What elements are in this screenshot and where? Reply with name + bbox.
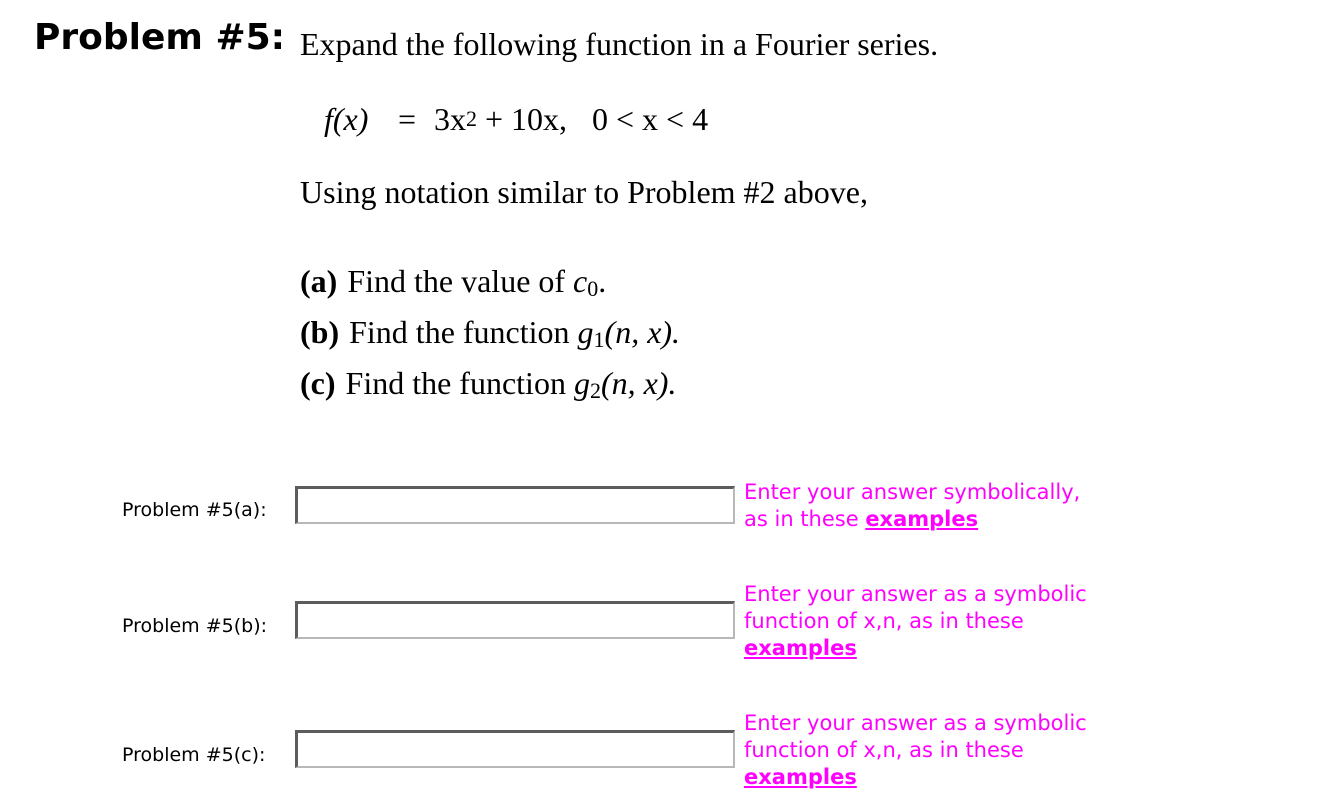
- part-b: [300, 312, 680, 356]
- part-b-text: Find the function: [349, 314, 578, 350]
- answer-c-hint: [744, 710, 1087, 791]
- part-b-symbol: g: [577, 314, 594, 350]
- part-c-tail: (n, x).: [600, 365, 677, 401]
- part-b-tail: (n, x).: [604, 314, 681, 350]
- answer-c-input[interactable]: [295, 730, 735, 768]
- part-a: [300, 261, 606, 305]
- answer-a-hint-line2: [744, 506, 1080, 533]
- part-a-text: Find the value of: [347, 263, 574, 299]
- answer-a-hint: [744, 479, 1080, 533]
- problem-intro-text: Expand the following function in a Fourier series.: [300, 26, 939, 62]
- part-b-tag: (b): [300, 314, 340, 350]
- answer-b-hint-line1: Enter your answer as a symbolic: [744, 582, 1087, 606]
- answer-b-input[interactable]: [295, 601, 735, 639]
- part-a-tail: .: [598, 263, 607, 299]
- equation-domain: 0 < x < 4: [592, 101, 709, 137]
- part-a-tag: (a): [300, 263, 338, 299]
- part-c-tag: (c): [300, 365, 336, 401]
- answer-c-hint-line2: function of x,n, as in these: [744, 738, 1024, 762]
- answer-c-examples-link[interactable]: examples: [744, 765, 857, 789]
- part-c: [300, 363, 676, 407]
- equation-exponent: 2: [466, 106, 477, 131]
- equation-lhs: f(x): [324, 101, 369, 137]
- answer-a-input[interactable]: [295, 486, 735, 524]
- problem-title: Problem #5:: [34, 17, 286, 58]
- part-c-symbol: g: [573, 365, 590, 401]
- answer-a-hint-text: as in these: [744, 507, 866, 531]
- equation-rhs-term: 3x: [434, 101, 466, 137]
- notation-note: Using notation similar to Problem #2 above,: [300, 174, 868, 210]
- part-c-text: Find the function: [345, 365, 574, 401]
- answer-a-examples-link[interactable]: examples: [865, 507, 979, 531]
- part-b-subscript: 1: [593, 327, 605, 352]
- equation-equals: =: [398, 101, 417, 137]
- answer-a-label: Problem #5(a):: [122, 499, 267, 521]
- answer-c-hint-line1: Enter your answer as a symbolic: [744, 711, 1087, 735]
- answer-a-hint-line1: Enter your answer symbolically,: [744, 480, 1081, 504]
- part-a-symbol: c: [573, 263, 588, 299]
- answer-b-hint: [744, 581, 1087, 662]
- answer-b-hint-line2: function of x,n, as in these: [744, 609, 1024, 633]
- answer-c-label: Problem #5(c):: [122, 744, 266, 766]
- part-c-subscript: 2: [589, 378, 601, 403]
- equation-rhs: [434, 97, 567, 145]
- equation-rhs-linear: + 10x,: [485, 101, 568, 137]
- answer-b-label: Problem #5(b):: [122, 615, 268, 637]
- answer-b-examples-link[interactable]: examples: [744, 636, 857, 660]
- part-a-subscript: 0: [587, 276, 599, 301]
